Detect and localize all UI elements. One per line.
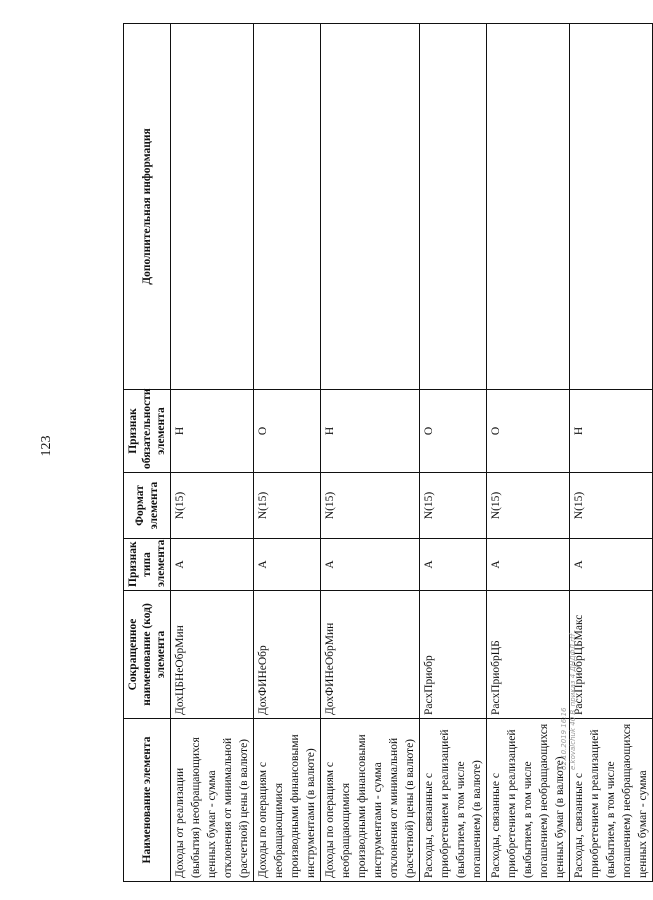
cell-extra	[570, 24, 653, 390]
header-extra-info: Дополнительная информация	[124, 24, 171, 390]
cell-name: Расходы, связанные с приобретением и реализацией (выбытием, в том числе погашением) (в валюте)	[420, 719, 487, 882]
cell-extra	[487, 24, 570, 390]
cell-type: А	[254, 539, 321, 591]
header-short-code: Сокращенное наименование (код) элемента	[124, 591, 171, 719]
header-required: Признак обязательности элемента	[124, 390, 171, 473]
cell-extra	[254, 24, 321, 390]
cell-type: А	[570, 539, 653, 591]
cell-format: N(15)	[254, 473, 321, 539]
cell-name: Расходы, связанные с приобретением и реализацией (выбытием, в том числе погашением) необращающихся ценных бумаг (в валюте)	[487, 719, 570, 882]
cell-extra	[321, 24, 420, 390]
cell-name: Расходы, связанные с приобретением и реализацией (выбытием, в том числе погашением) необращающихся ценных бумаг - сумма	[570, 719, 653, 882]
cell-format: N(15)	[570, 473, 653, 539]
table-row	[487, 24, 570, 882]
cell-type: А	[420, 539, 487, 591]
cell-type: А	[171, 539, 254, 591]
cell-code: РасхПриобр	[420, 591, 487, 719]
cell-code: ДохФИНеОбр	[254, 591, 321, 719]
cell-extra	[420, 24, 487, 390]
header-element-name: Наименование элемента	[124, 719, 171, 882]
table-row	[171, 24, 254, 882]
header-format: Формат элемента	[124, 473, 171, 539]
stamp-line-2: e.kovalchuk 40 В_приказ 4 ДНДФЛ.rtf	[569, 633, 577, 770]
cell-required: О	[254, 390, 321, 473]
cell-required: О	[420, 390, 487, 473]
cell-code: РасхПриобрЦБМакс	[570, 591, 653, 719]
stamp-line-1: 02.10.2019 16:16	[560, 707, 568, 770]
cell-code: ДохЦБНеОбрМин	[171, 591, 254, 719]
cell-format: N(15)	[321, 473, 420, 539]
file-stamp	[560, 634, 578, 770]
cell-type: А	[321, 539, 420, 591]
page-number: 123	[39, 435, 54, 457]
cell-name: Доходы по операциям с необращающимися производными финансовыми инструментами - сумма отклонения от минимальной (расчетной) цены (в валюте)	[321, 719, 420, 882]
cell-code: ДохФИНеОбрМин	[321, 591, 420, 719]
header-type: Признак типа элемента	[124, 539, 171, 591]
table-row	[420, 24, 487, 882]
cell-required: Н	[570, 390, 653, 473]
table-row	[570, 24, 653, 882]
cell-extra	[171, 24, 254, 390]
table-header-row	[124, 24, 171, 882]
cell-required: Н	[171, 390, 254, 473]
table-row	[321, 24, 420, 882]
cell-type: А	[487, 539, 570, 591]
cell-required: Н	[321, 390, 420, 473]
rotated-table-container	[123, 24, 649, 882]
cell-format: N(15)	[487, 473, 570, 539]
cell-required: О	[487, 390, 570, 473]
cell-format: N(15)	[420, 473, 487, 539]
cell-format: N(15)	[171, 473, 254, 539]
cell-code: РасхПриобрЦБ	[487, 591, 570, 719]
cell-name: Доходы от реализации (выбытия) необращающихся ценных бумаг - сумма отклонения от минимальной (расчетной) цены (в валюте)	[171, 719, 254, 882]
cell-name: Доходы по операциям с необращающимися производными финансовыми инструментами (в валюте)	[254, 719, 321, 882]
table-row	[254, 24, 321, 882]
